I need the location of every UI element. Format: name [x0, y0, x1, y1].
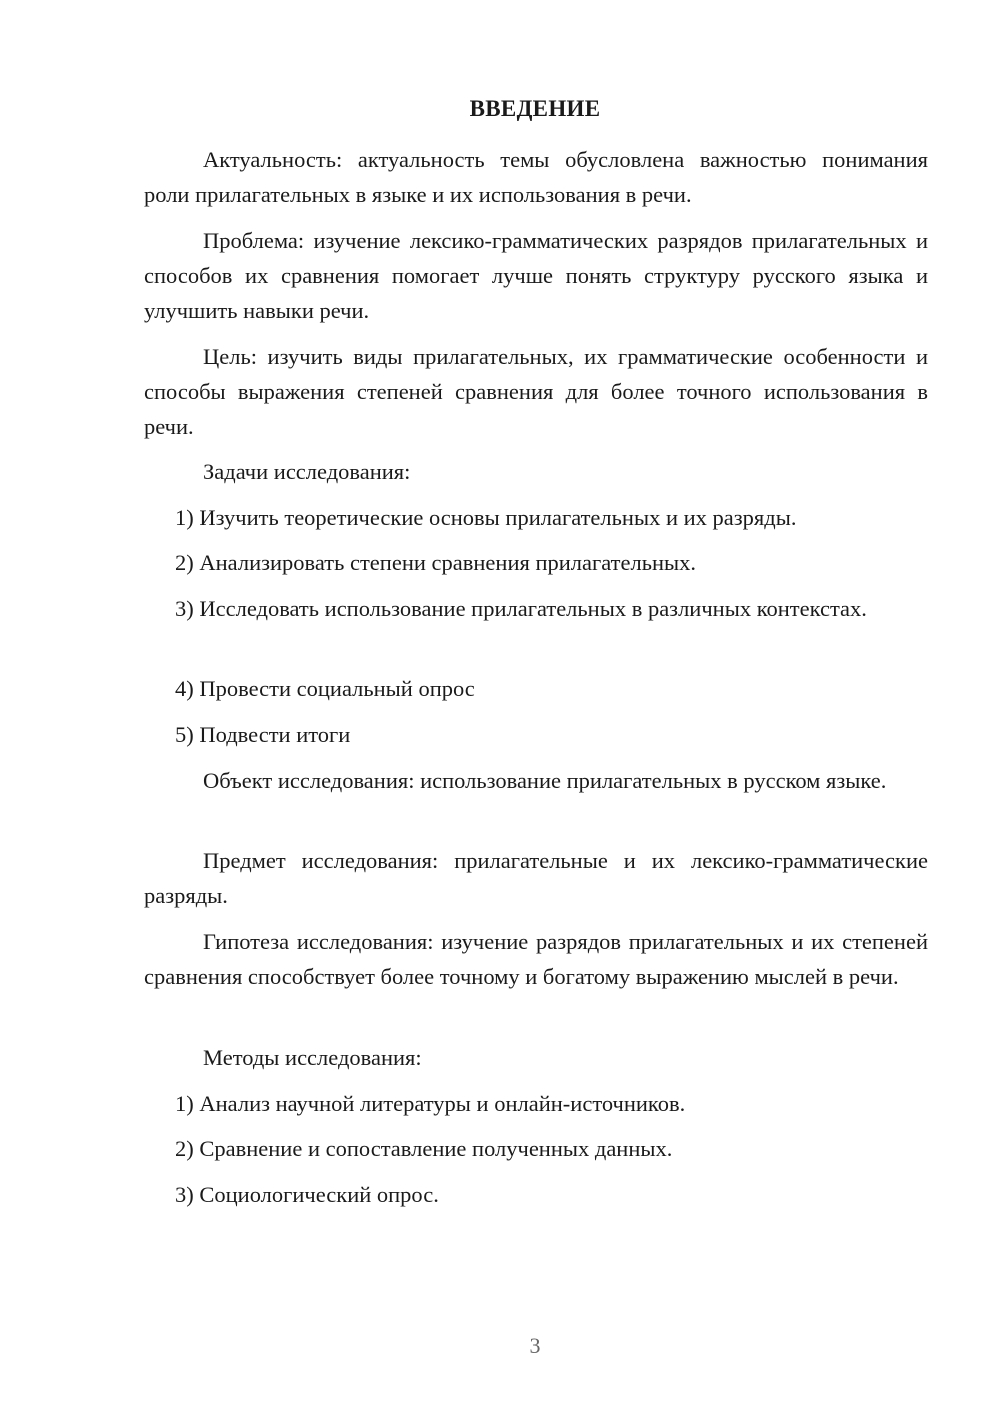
method-item-1: 1) Анализ научной литературы и онлайн-источников.	[175, 1091, 686, 1116]
page-number: 3	[529, 1333, 541, 1358]
page-title: ВВЕДЕНИЕ	[469, 96, 601, 121]
relevance-paragraph: Актуальность: актуальность темы обусловлена важностью понимания роли прилагательных в языке и их использования в речи.	[144, 147, 928, 207]
method-item-2: 2) Сравнение и сопоставление полученных данных.	[175, 1136, 673, 1161]
method-item-3: 3) Социологический опрос.	[175, 1182, 439, 1207]
task-item-1: 1) Изучить теоретические основы прилагательных и их разряды.	[175, 505, 797, 530]
task-item-2: 2) Анализировать степени сравнения прилагательных.	[175, 550, 696, 575]
tasks-heading: Задачи исследования:	[203, 459, 411, 484]
goal-paragraph: Цель: изучить виды прилагательных, их грамматические особенности и способы выражения степеней сравнения для более точного использования в речи.	[144, 344, 928, 439]
subject-paragraph: Предмет исследования: прилагательные и их лексико-грамматические разряды.	[144, 848, 928, 908]
object-paragraph: Объект исследования: использование прилагательных в русском языке.	[203, 768, 887, 793]
task-item-3: 3) Исследовать использование прилагательных в различных контекстах.	[175, 596, 867, 621]
hypothesis-paragraph: Гипотеза исследования: изучение разрядов прилагательных и их степеней сравнения способствует более точному и богатому выражению мыслей в речи.	[144, 929, 928, 989]
methods-heading: Методы исследования:	[203, 1045, 422, 1070]
problem-paragraph: Проблема: изучение лексико-грамматических разрядов прилагательных и способов их сравнения помогает лучше понять структуру русского языка и улучшить навыки речи.	[144, 228, 928, 323]
task-item-5: 5) Подвести итоги	[175, 722, 351, 747]
task-item-4: 4) Провести социальный опрос	[175, 676, 475, 701]
